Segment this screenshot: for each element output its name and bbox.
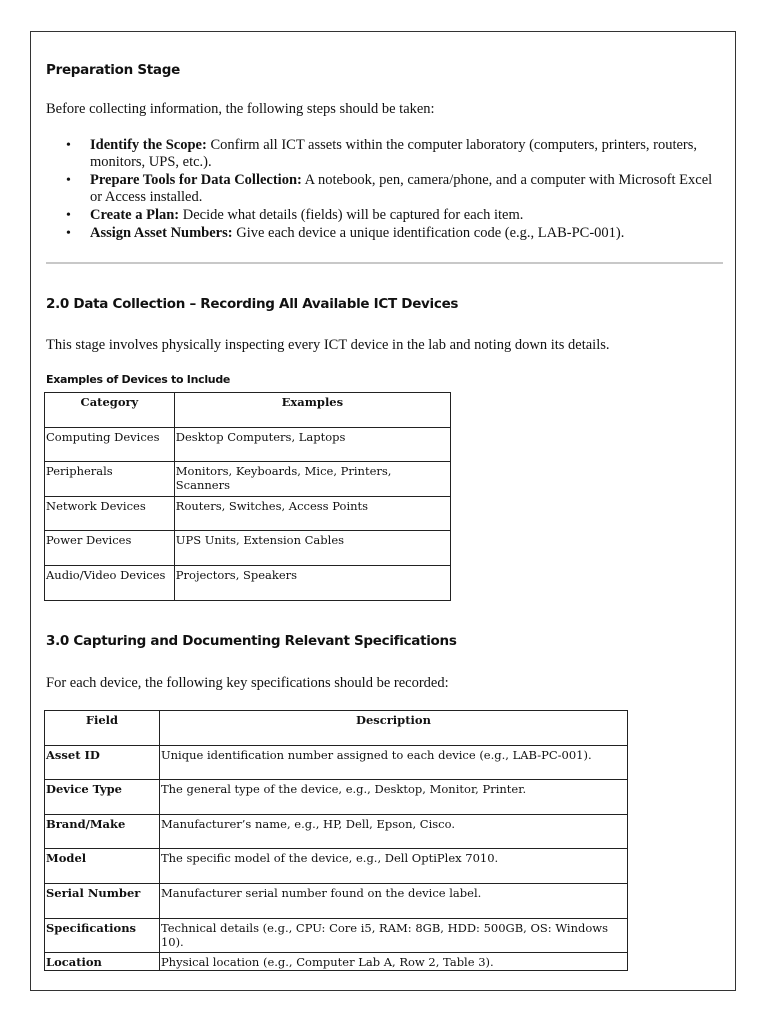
table-row (45, 462, 451, 497)
table-row (45, 814, 628, 849)
description-cell: Manufacturer’s name, e.g., HP, Dell, Epson, Cisco. (159, 814, 627, 849)
table-row (45, 883, 628, 918)
step-text: A notebook, pen, camera/phone, and a computer with Microsoft Excel or Access installed. (90, 172, 713, 205)
description-cell: Unique identification number assigned to each device (e.g., LAB-PC-001). (159, 745, 627, 780)
description-cell: Physical location (e.g., Computer Lab A, Row 2, Table 3). (159, 953, 627, 971)
preparation-steps-list (46, 137, 726, 243)
description-cell: Technical details (e.g., CPU: Core i5, RAM: 8GB, HDD: 500GB, OS: Windows 10). (159, 918, 627, 953)
examples-cell: Routers, Switches, Access Points (174, 496, 450, 531)
table-row (45, 531, 451, 566)
category-cell: Peripherals (45, 462, 175, 497)
devices-table (44, 392, 451, 601)
table-row (45, 953, 628, 971)
table-row (45, 496, 451, 531)
field-cell: Model (45, 849, 160, 884)
table-row (45, 745, 628, 780)
step-title: Assign Asset Numbers: (90, 225, 233, 241)
category-cell: Computing Devices (45, 427, 175, 462)
step-title: Create a Plan: (90, 207, 180, 223)
step-title: Identify the Scope: (90, 137, 207, 153)
table-header-row (45, 711, 628, 746)
step-text: Give each device a unique identification code (e.g., LAB-PC-001). (232, 225, 625, 241)
list-item (90, 137, 726, 171)
step-text: Decide what details (fields) will be captured for each item. (179, 207, 524, 223)
devices-table-caption: Examples of Devices to Include (46, 373, 231, 386)
step-text: Confirm all ICT assets within the computer laboratory (computers, printers, routers, monitors, UPS, etc.). (90, 137, 698, 170)
preparation-intro: Before collecting information, the following steps should be taken: (46, 101, 435, 117)
data-collection-intro: This stage involves physically inspecting every ICT device in the lab and noting down its details. (46, 337, 610, 353)
category-cell: Power Devices (45, 531, 175, 566)
examples-cell: Desktop Computers, Laptops (174, 427, 450, 462)
table-row (45, 849, 628, 884)
table-row (45, 427, 451, 462)
field-cell: Serial Number (45, 883, 160, 918)
column-header: Examples (174, 393, 450, 428)
examples-cell: UPS Units, Extension Cables (174, 531, 450, 566)
table-row (45, 565, 451, 600)
preparation-heading: Preparation Stage (46, 62, 180, 78)
section-divider (46, 262, 723, 264)
examples-cell: Projectors, Speakers (174, 565, 450, 600)
column-header: Category (45, 393, 175, 428)
column-header: Field (45, 711, 160, 746)
table-row (45, 780, 628, 815)
description-cell: Manufacturer serial number found on the device label. (159, 883, 627, 918)
table-row (45, 918, 628, 953)
table-header-row (45, 393, 451, 428)
field-cell: Specifications (45, 918, 160, 953)
field-cell: Brand/Make (45, 814, 160, 849)
list-item (90, 207, 726, 224)
field-cell: Device Type (45, 780, 160, 815)
description-cell: The general type of the device, e.g., Desktop, Monitor, Printer. (159, 780, 627, 815)
specifications-table (44, 710, 628, 971)
examples-cell: Monitors, Keyboards, Mice, Printers, Scanners (174, 462, 450, 497)
description-cell: The specific model of the device, e.g., Dell OptiPlex 7010. (159, 849, 627, 884)
list-item (90, 225, 726, 242)
step-title: Prepare Tools for Data Collection: (90, 172, 302, 188)
list-item (90, 172, 726, 206)
field-cell: Location (45, 953, 160, 971)
category-cell: Network Devices (45, 496, 175, 531)
column-header: Description (159, 711, 627, 746)
specifications-intro: For each device, the following key specifications should be recorded: (46, 675, 449, 691)
specifications-heading: 3.0 Capturing and Documenting Relevant Specifications (46, 633, 457, 649)
field-cell: Asset ID (45, 745, 160, 780)
data-collection-heading: 2.0 Data Collection – Recording All Available ICT Devices (46, 296, 459, 312)
category-cell: Audio/Video Devices (45, 565, 175, 600)
